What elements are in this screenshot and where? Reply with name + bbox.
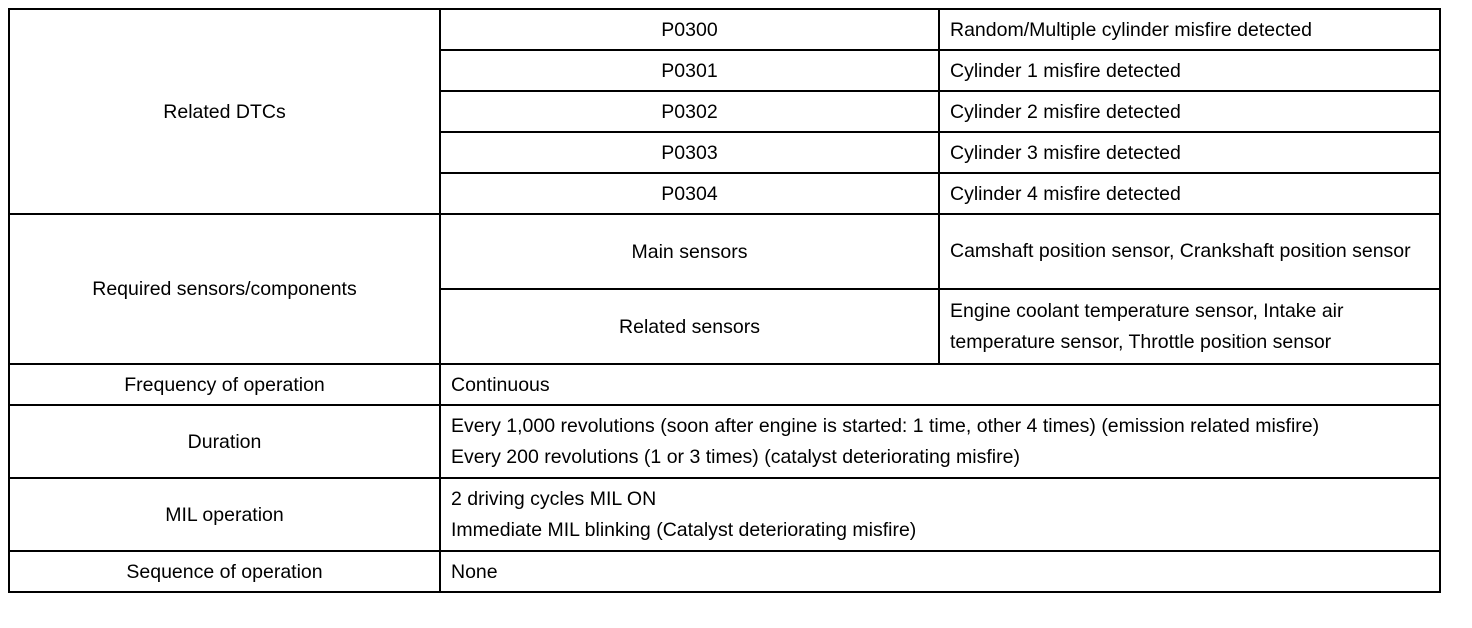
table-row <box>9 478 1440 551</box>
mil-line: Immediate MIL blinking (Catalyst deteriorating misfire) <box>451 518 917 541</box>
table-row <box>9 214 1440 289</box>
dtc-code: P0304 <box>440 173 939 214</box>
duration-line: Every 200 revolutions (1 or 3 times) (catalyst deteriorating misfire) <box>451 445 1020 468</box>
table-row <box>9 364 1440 405</box>
duration-label: Duration <box>9 405 440 478</box>
table-row <box>9 9 1440 50</box>
dtc-code: P0301 <box>440 50 939 91</box>
dtc-code: P0303 <box>440 132 939 173</box>
sequence-value: None <box>440 551 1440 592</box>
dtc-description: Cylinder 3 misfire detected <box>939 132 1440 173</box>
main-sensors-value: Camshaft position sensor, Crankshaft position sensor <box>939 214 1440 289</box>
main-sensors-label: Main sensors <box>440 214 939 289</box>
frequency-label: Frequency of operation <box>9 364 440 405</box>
mil-operation-label: MIL operation <box>9 478 440 551</box>
duration-value <box>440 405 1440 478</box>
table-row <box>9 551 1440 592</box>
dtc-code: P0300 <box>440 9 939 50</box>
dtc-code: P0302 <box>440 91 939 132</box>
required-sensors-label: Required sensors/components <box>9 214 440 364</box>
dtc-description: Random/Multiple cylinder misfire detected <box>939 9 1440 50</box>
dtc-description: Cylinder 2 misfire detected <box>939 91 1440 132</box>
frequency-value: Continuous <box>440 364 1440 405</box>
related-dtcs-label: Related DTCs <box>9 9 440 214</box>
duration-line: Every 1,000 revolutions (soon after engine is started: 1 time, other 4 times) (emission related misfire) <box>451 414 1320 437</box>
dtc-description: Cylinder 1 misfire detected <box>939 50 1440 91</box>
monitor-spec-table <box>8 8 1441 593</box>
related-sensors-label: Related sensors <box>440 289 939 364</box>
table-row <box>9 405 1440 478</box>
mil-operation-value <box>440 478 1440 551</box>
sequence-label: Sequence of operation <box>9 551 440 592</box>
mil-line: 2 driving cycles MIL ON <box>451 487 657 510</box>
related-sensors-value: Engine coolant temperature sensor, Intake air temperature sensor, Throttle position sensor <box>939 289 1440 364</box>
dtc-description: Cylinder 4 misfire detected <box>939 173 1440 214</box>
